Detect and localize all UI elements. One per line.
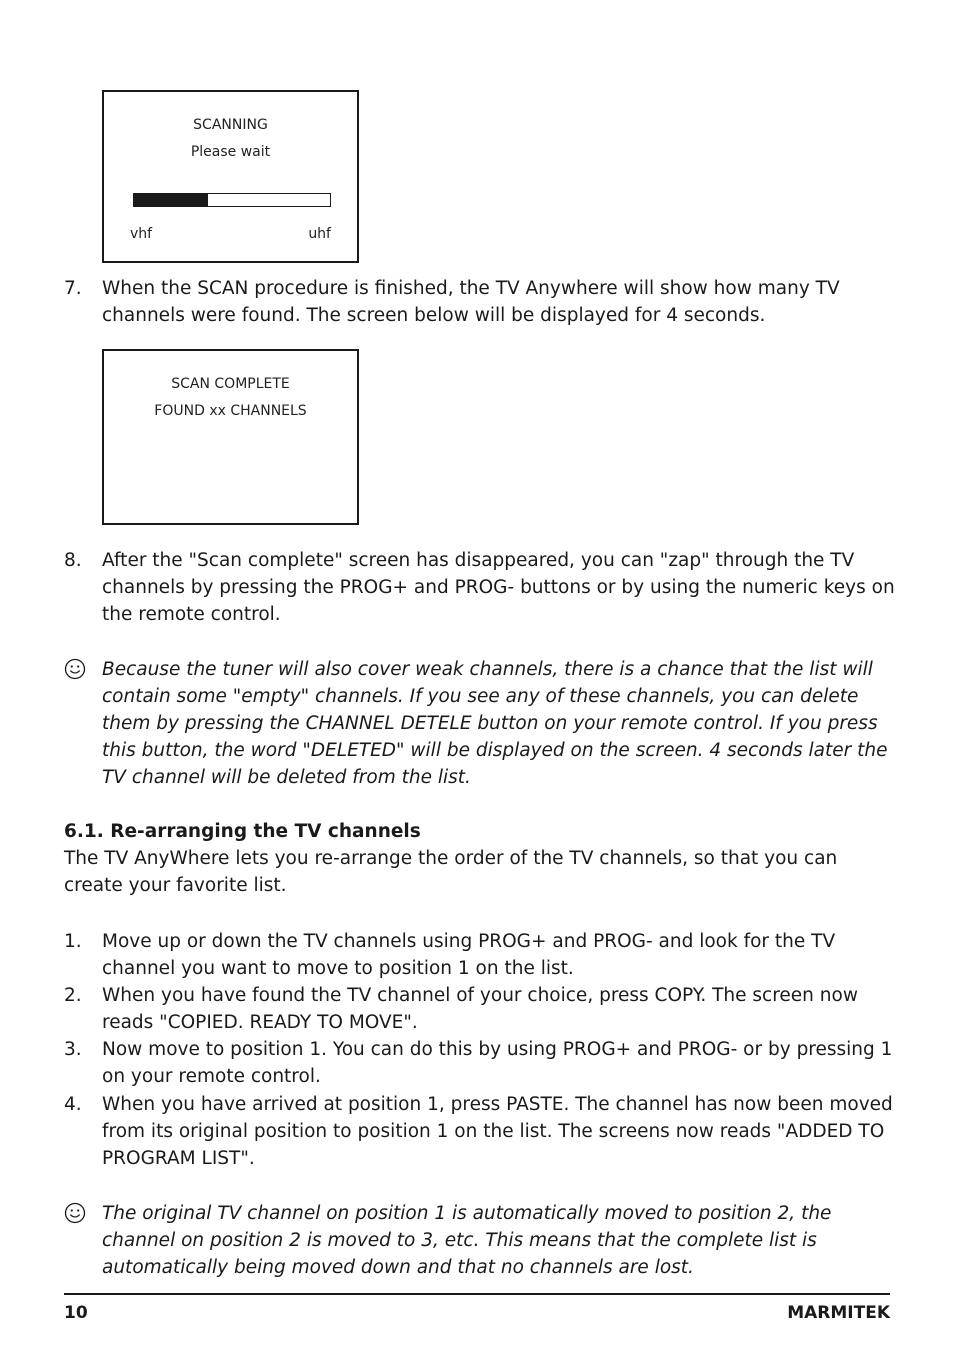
uhf-label: uhf (308, 226, 331, 242)
smiley-icon (64, 658, 86, 680)
vhf-label: vhf (130, 226, 153, 242)
scan-progress-bar (133, 193, 331, 207)
step-3-number: 3. (64, 1039, 82, 1060)
page-number: 10 (64, 1303, 88, 1323)
please-wait-text: Please wait (190, 144, 271, 160)
found-channels-text: FOUND xx CHANNELS (154, 403, 307, 419)
step-7-text: When the SCAN procedure is finished, the TV Anywhere will show how many TV channels were found. The screen below will be displayed for 4 seconds. (102, 278, 840, 326)
step-7-number: 7. (64, 278, 82, 299)
scanning-screen (102, 90, 359, 263)
scan-complete-title: SCAN COMPLETE (171, 376, 290, 392)
brand-name: MARMITEK (787, 1303, 890, 1323)
scanning-title: SCANNING (193, 117, 268, 133)
step-1-number: 1. (64, 931, 82, 952)
step-3-text: Now move to position 1. You can do this by using PROG+ and PROG- or by pressing 1 on your remote control. (102, 1039, 893, 1087)
scan-progress-fill (134, 194, 208, 206)
section-intro: The TV AnyWhere lets you re-arrange the order of the TV channels, so that you can create your favorite list. (64, 848, 838, 896)
section-heading: 6.1. Re-arranging the TV channels (64, 821, 421, 842)
step-4-number: 4. (64, 1094, 82, 1115)
footer-divider (64, 1293, 890, 1295)
step-1-text: Move up or down the TV channels using PROG+ and PROG- and look for the TV channel you want to move to position 1 on the list. (102, 931, 836, 979)
tip-channel-shift: The original TV channel on position 1 is automatically moved to position 2, the channel on position 2 is moved to 3, etc. This means that the complete list is automatically being moved down and that no channels are lost. (102, 1203, 832, 1278)
step-8-text: After the "Scan complete" screen has disappeared, you can "zap" through the TV channels by pressing the PROG+ and PROG- buttons or by using the numeric keys on the remote control. (102, 550, 895, 625)
tip-deleting-channels: Because the tuner will also cover weak channels, there is a chance that the list will contain some "empty" channels. If you see any of these channels, you can delete them by pressing the CHANNEL DETELE button on your remote control. If you press this button, the word "DELETED" will be displayed on the screen. 4 seconds later the TV channel will be deleted from the list. (102, 659, 888, 788)
step-2-number: 2. (64, 985, 82, 1006)
step-8-number: 8. (64, 550, 82, 571)
step-4-text: When you have arrived at position 1, press PASTE. The channel has now been moved from its original position to position 1 on the list. The screens now reads "ADDED TO PROGRAM LIST". (102, 1094, 893, 1169)
scan-complete-screen (102, 349, 359, 525)
smiley-icon (64, 1202, 86, 1224)
step-2-text: When you have found the TV channel of your choice, press COPY. The screen now reads "COPIED. READY TO MOVE". (102, 985, 858, 1033)
